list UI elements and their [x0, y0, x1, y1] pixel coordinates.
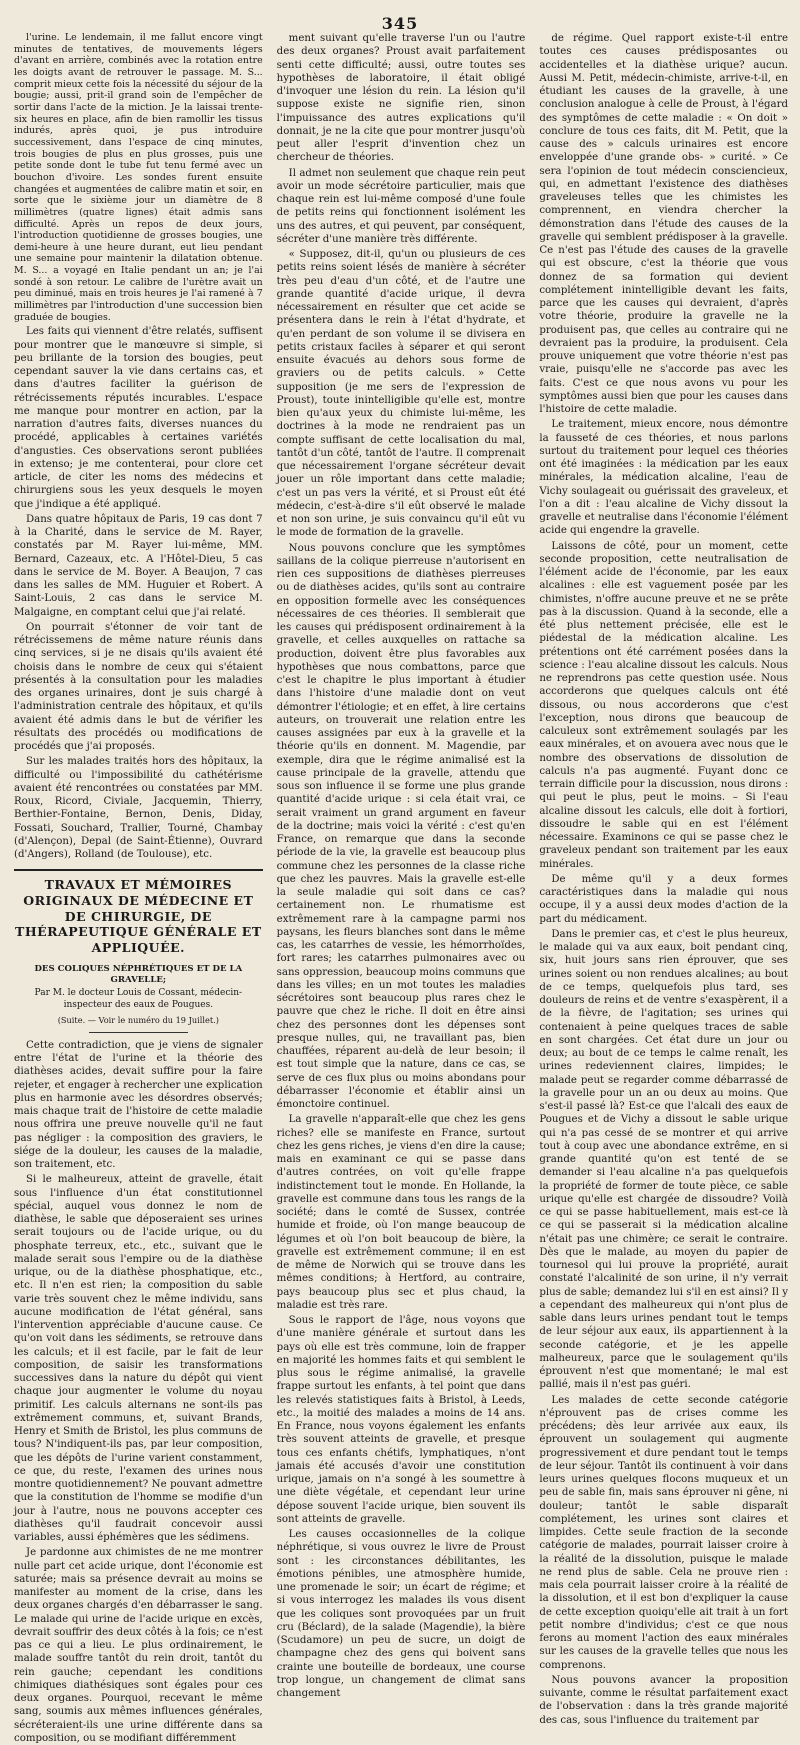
paragraph: Dans le premier cas, et c'est le plus heureux, le malade qui va aux eaux, boit pendant cinq, six, huit jours sans rien éprouver, que ses urines soient ou non rendues alcalines; au bout de ce temps, quelquefois plus tard, ses douleurs de reins et de ventre s'exaspèrent, il a de la fièvre, de l'agitation; ses urines qui contenaient à peine quelques traces de sable en sont chargées. Cet état dure un jour ou deux; au bout de ce temps le calme renaît, les urines redeviennent claires, limpides; le malade peut se regarder comme débarrassé de la gravelle pour un an ou deux au moins. Que s'est-il passé là? Est-ce que l'alcali des eaux de Pougues et de Vichy a dissout le sable urique qui n'a pas cessé de se montrer et qui arrive tout à coup avec une abondance extrême, en si grande quantité qu'on est tenté de se demander si l'eau alcaline n'a pas quelquefois la propriété de former de toute pièce, ce sable urique qu'elle est chargée de dissoudre? Voilà ce qui se passe habituellement, mais est-ce là ce qui se passerait si la médication alcaline n'était pas une chimère; ce serait le contraire. Dès que le malade, au moyen du papier de tournesol qui lui prouve la propriété, aurait constaté l'alcalinité de son urine, il n'y verrait plus de sable; demandez lui s'il en est ainsi? Il y a cependant des malheureux qui n'ont plus de sable dans leurs urines pendant tout le temps de leur séjour aux eaux, ils appartiennent à la seconde catégorie, et je les appelle malheureux, parce que le soulagement qu'ils éprouvent n'est que momentané; le mal est pallié, mais il n'est pas guéri. [539, 928, 789, 1391]
paragraph: Laissons de côté, pour un moment, cette seconde proposition, cette neutralisation de l'élément acide de l'économie, par les eaux alcalines : elle est vaguement posée par les chimistes, n'offre aucune preuve et ne se prête pas à la discussion. Quand à la seconde, elle a été plus nettement précisée, elle est le piédestal de la médication alcaline. Les prétentions ont été carrément posées dans la science : l'eau alcaline dissout les calculs. Nous ne reprendrons pas cette question usée. Nous accorderons que quelques calculs ont été dissous, ou nous accorderons que c'est l'exception, nous dirons que beaucoup de calculeux sont extrêmement soulagés par les eaux minérales, et on avouera avec nous que le nombre des observations de dissolution de calculs n'a pas augmenté. Fuyant donc ce terrain difficile pour la discussion, nous dirons : qui peut le plus, peut le moins. – Si l'eau alcaline dissout les calculs, elle doit à fortiori, dissoudre le sable qui en est l'élément nécessaire. Examinons ce qui se passe chez le graveleux pendant son traitement par les eaux minérales. [539, 540, 789, 870]
section-header [14, 869, 263, 1033]
paragraph: Cette contradiction, que je viens de signaler entre l'état de l'urine et la théorie des diathèses acides, devait suffire pour la faire rejeter, et engager à rechercher une explication plus en harmonie avec les désordres observés; mais chaque trait de l'histoire de cette maladie nous offrira une preuve nouvelle qu'il ne faut pas négliger : la composition des graviers, le siége de la douleur, les causes de la maladie, son traitement, etc. [14, 1039, 263, 1171]
paragraph: Nous pouvons conclure que les symptômes saillans de la colique pierreuse n'autorisent en rien ces suppositions de diathèses pierreuses ou de diathèses acides, qu'ils sont au contraire en opposition formelle avec les conséquences nécessaires de ces théories. Il semblerait que les causes qui prédisposent ordinairement à la gravelle, et celles auxquelles on rattache sa production, doivent être plus favorables aux hypothèses que nous combattons, parce que c'est le chapitre le plus important à étudier dans l'histoire d'une maladie dont on veut démontrer l'étiologie; et en effet, à lire certains auteurs, on trouverait une relation entre les causes assignées par eux à la gravelle et la théorie qu'ils en donnent. M. Magendie, par exemple, dira que le régime animalisé est la cause principale de la gravelle, attendu que sous son influence il se forme une plus grande quantité d'acide urique : si cela était vrai, ce serait vraiment un grand argument en faveur de la doctrine; mais voici la vérité : c'est qu'en France, on remarque que dans la seconde période de la vie, la gravelle est beaucoup plus commune chez les personnes de la classe riche que chez les pauvres. Mais la gravelle est-elle la seule maladie qui soit dans ce cas? certainement non. Le rhumatisme est extrêmement rare à la campagne parmi nos paysans, les fleurs blanches sont dans le même cas, les catarrhes de vessie, les hémorrhoïdes, fort rares; les catarrhes pulmonaires avec ou sans oppression, beaucoup moins communs que dans les villes; en un mot toutes les maladies sécrétoires sont beaucoup plus rares chez le pauvre que chez le riche. Il doit en être ainsi chez des personnes dont les dépenses sont presque nulles, qui, ne travaillant pas, bien chauffées, réparent au-delà de leur besoin; il est tout simple que la nature, dans ce cas, se serve de ces flux plus ou moins abondans pour débarrasser l'économie et établir ainsi un émonctoire continuel. [276, 542, 526, 1110]
column-3 [539, 32, 789, 1726]
paragraph: Les faits qui viennent d'être relatés, suffisent pour montrer que le manœuvre si simple, si peu brillante de la torsion des bougies, peut cependant sauver la vie dans certains cas, et dans d'autres faciliter la guérison de rétrécissements réputés incurables. L'espace me manque pour montrer en action, par la narration d'autres faits, diverses nuances du procédé, applicables à certaines variétés d'angusties. Ces observations seront publiées in extenso; je me contenterai, pour clore cet article, de citer les noms des médecins et chirurgiens sous les yeux desquels le moyen que j'indique a été appliqué. [14, 326, 263, 510]
divider [89, 1032, 188, 1033]
paragraph: Sur les malades traités hors des hôpitaux, la difficulté ou l'impossibilité du cathétérisme avaient été rencontrées ou constatées par MM. Roux, Ricord, Civiale, Jacquemin, Thierry, Berthier-Fontaine, Bernon, Denis, Diday, Fossati, Souchard, Trallier, Tourné, Chambay (d'Alençon), Depal (de Saint-Étienne), Ouvrard (d'Angers), Rolland (de Toulouse), etc. [14, 756, 263, 861]
paragraph: « Supposez, dit-il, qu'un ou plusieurs de ces petits reins soient lésés de manière à sécréter très peu d'eau d'un côté, et de l'autre une grande quantité d'acide urique, il devra nécessairement en résulter que cet acide se présentera dans le rein à l'état d'hydrate, et qu'en perdant de son volume il se divisera en petits cristaux faciles à séparer et qui seront ensuite évacués au dehors sous forme de graviers ou de petits calculs. » Cette supposition (je me sers de l'expression de Proust), toute inintelligible qu'elle est, montre bien qu'aux yeux du chimiste lui-même, les doctrines à la mode ne rendraient pas un compte suffisant de cette localisation du mal, tantôt d'un côté, tantôt de l'autre. Il comprenait que nécessairement l'organe sécréteur devait jouer un rôle important dans cette maladie; c'est un pas vers la vérité, et si Proust eût été médecin, c'est-à-dire s'il eût observé le malade et non son urine, je suis convaincu qu'il eût vu le mode de formation de la gravelle. [276, 249, 526, 539]
page-number: 345 [381, 14, 419, 33]
paragraph: Les causes occasionnelles de la colique néphrétique, si vous ouvrez le livre de Proust sont : les circonstances débilitantes, les émotions pénibles, une atmosphère humide, une promenade le soir; un écart de régime; et si vous interrogez les malades ils vous disent que les coliques sont provoquées par un fruit cru (Béclard), de la salade (Magendie), la bière (Scudamore) un peu de sucre, un doigt de champagne chez des gens qui boivent sans crainte une bouteille de bordeaux, une course trop longue, un changement de climat sans changement [276, 1529, 526, 1699]
paragraph: de régime. Quel rapport existe-t-il entre toutes ces causes prédisposantes ou accidentelles et la diathèse urique? aucun. Aussi M. Petit, médecin-chimiste, arrive-t-il, en étudiant les causes de la gravelle, à une conclusion analogue à celle de Proust, à l'égard des symptômes de cette maladie : « On doit » conclure de tous ces faits, dit M. Petit, que la cause des » calculs urinaires est encore enveloppée d'une grande obs- » curité. » Ce sera l'opinion de tout médecin consciencieux, qui, en admettant l'existence des diathèses graveleuses telles que les chimistes les comprennent, en viendra chercher la démonstration dans l'étude des causes de la gravelle qui semblent prédisposer à la gravelle. Ce n'est pas l'étude des causes de la gravelle qui est obscure, c'est la théorie que vous donnez de sa formation qui devient complétement inintelligible devant les faits, parce que les causes qui devraient, d'après votre théorie, produire la gravelle ne la produisent pas, que celles au contraire qui ne devraient pas la produire, la produisent. Cela prouve uniquement que votre théorie n'est pas vraie, puisqu'elle ne s'accorde pas avec les faits. C'est ce que nous avons vu pour les symptômes aussi bien que pour les causes dans l'histoire de cette maladie. [539, 33, 789, 415]
paragraph: Nous pouvons avancer la proposition suivante, comme le résultat parfaitement exact de l'observation : dans la très grande majorité des cas, sous l'influence du traitement par [539, 1674, 789, 1726]
column-2 [276, 32, 526, 1699]
paragraph: De même qu'il y a deux formes caractéristiques dans la maladie qui nous occupe, il y a aussi deux modes d'action de la part du médicament. [539, 873, 789, 925]
paragraph: Je pardonne aux chimistes de ne me montrer nulle part cet acide urique, dont l'économie est saturée; mais sa présence devrait au moins se manifester au moment de la crise, dans les deux organes chargés d'en débarrasser le sang. Le malade qui urine de l'acide urique en excès, devrait souffrir des deux côtés à la fois; ce n'est pas ce qui a lieu. Le plus ordinairement, le malade souffre tantôt du rein droit, tantôt du rein gauche; cependant les conditions chimiques diathésiques sont égales pour ces deux organes. Pourquoi, recevant le même sang, soumis aux mêmes influences générales, sécréteraient-ils une urine différente dans sa composition, ou se modifiant différemment [14, 1547, 263, 1744]
column-1-top [14, 32, 263, 323]
paragraph: La gravelle n'apparaît-elle que chez les gens riches? elle se manifeste en France, surtout chez les gens riches, je viens d'en dire la cause; mais en examinant ce qui se passe dans d'autres contrées, on voit qu'elle frappe indistinctement tout le monde. En Hollande, la gravelle est commune dans tous les rangs de la société; dans le comté de Sussex, contrée humide et froide, où l'on mange beaucoup de légumes et où l'on boit beaucoup de bière, la gravelle est extrêmement commune; il en est de même de Norwich qui se trouve dans les mêmes conditions; à Hertford, au contraire, pays beaucoup plus sec et plus chaud, la maladie est très rare. [276, 1114, 526, 1311]
paragraph: Si le malheureux, atteint de gravelle, était sous l'influence d'un état constitutionnel spécial, auquel vous donnez le nom de diathèse, le sable que déposeraient ses urines serait toujours ou de l'acide urique, ou du phosphate terreux, etc., etc., suivant que le malade serait sous l'empire ou de la diathèse urique, ou de la diathèse phosphatique, etc., etc. Il n'en est rien; la composition du sable varie très souvent chez le même individu, sans aucune modification de l'état général, sans l'intervention appréciable d'aucune cause. Ce qu'on voit dans les sédiments, se retrouve dans les calculs; et il est facile, par le fait de leur composition, de saisir les transformations successives dans la nature du dépôt qui vient chaque jour augmenter le volume du noyau primitif. Les calculs alternans ne sont-ils pas extrêmement communs, et, suivant Brands, Henry et Smith de Bristol, les plus communs de tous? N'indiquent-ils pas, par leur composition, que les dépôts de l'urine varient constamment, ce que, du reste, l'examen des urines nous montre quotidiennement? Ne pouvant admettre que la constitution de l'homme se modifie d'un jour à l'autre, nous ne pouvons accepter ces diathèses qu'il faudrait concevoir aussi variables, aussi éphémères que les sédimens. [14, 1174, 263, 1544]
paragraph: Il admet non seulement que chaque rein peut avoir un mode sécrétoire particulier, mais que chaque rein est lui-même composé d'une foule de petits reins qui fonctionnent isolément les uns des autres, et qui peuvent, par conséquent, sécréter d'une manière très différente. [276, 167, 526, 245]
column-1 [14, 32, 263, 1744]
column-1-article [14, 1039, 263, 1745]
paragraph: Le traitement, mieux encore, nous démontre la fausseté de ces théories, et nous parlons surtout du traitement pour lequel ces théories ont été imaginées : la médication par les eaux minérales, la médication alcaline, l'eau de Vichy soulageait ou guérissait des graveleux, et l'on a dit : l'eau alcaline de Vichy dissout la gravelle et neutralise dans l'économie l'élément acide qui engendre la gravelle. [539, 419, 789, 537]
column-1-body [14, 325, 263, 861]
paragraph: l'urine. Le lendemain, il me fallut encore vingt minutes de tentatives, de mouvements légers d'avant en arrière, combinés avec la rotation entre les doigts avant de retrouver le passage. M. S... comprit mieux cette fois la nécessité du séjour de la bougie; aussi, prit-il grand soin de l'empêcher de sortir dans l'acte de la miction. Je la laissai trente-six heures en place, afin de bien ramollir les tissus indurés, après quoi, je pus introduire successivement, dans l'espace de cinq minutes, trois bougies de plus en plus grosses, puis une petite sonde dont le tube fut tenu fermé avec un bouchon d'ivoire. Les sondes furent ensuite changées et augmentées de calibre matin et soir, en sorte que le sixième jour un diamètre de 8 millimètres (quatre lignes) était admis sans difficulté. Après un repos de deux jours, l'introduction quotidienne de grosses bougies, une demi-heure à une heure durant, eut lieu pendant une semaine pour maintenir la dilatation obtenue. M. S... a voyagé en Italie pendant un an; je l'ai sondé à son retour. Le calibre de l'urètre avait un peu diminué, mais en trois heures je l'ai ramené à 7 millimètres par l'introduction d'une succession bien graduée de bougies. [14, 32, 263, 323]
paragraph: ment suivant qu'elle traverse l'un ou l'autre des deux organes? Proust avait parfaitement senti cette difficulté; aussi, outre toutes ses hypothèses de laboratoire, il était obligé d'invoquer une lésion du rein. La lésion qu'il suppose existe ne signifie rien, sinon l'impuissance des autres explications qu'il donnait, je ne la cite que pour montrer jusqu'où peut aller l'esprit d'invention chez un chercheur de théories. [276, 33, 526, 164]
paragraph: Sous le rapport de l'âge, nous voyons que d'une manière générale et surtout dans les pays où elle est très commune, loin de frapper en majorité les hommes faits et qui semblent le plus sous le régime animalisé, la gravelle frappe surtout les enfants, à tel point que dans les relevés statistiques faits à Bristol, à Leeds, etc., la moitié des malades a moins de 14 ans. En France, nous voyons également les enfants très souvent atteints de gravelle, et presque tous ces enfants chétifs, lymphatiques, n'ont jamais été accusés d'avoir une constitution urique, jamais on n'a songé à les soumettre à une diète végétale, et cependant leur urine dépose souvent l'acide urique, bien souvent ils sont atteints de gravelle. [276, 1315, 526, 1525]
section-title: TRAVAUX ET MÉMOIRES ORIGINAUX DE MÉDECINE ET DE CHIRURGIE, DE THÉRAPEUTIQUE GÉNÉRALE ET APPLIQUÉE. [15, 877, 262, 955]
article-suite: (Suite. — Voir le numéro du 19 Juillet.) [57, 1015, 219, 1026]
article-title: DES COLIQUES NÉPHRÉTIQUES ET DE LA GRAVELLE; [34, 963, 243, 985]
paragraph: On pourrait s'étonner de voir tant de rétrécissemens de même nature réunis dans cinq services, si je ne disais qu'ils avaient été choisis dans le nombre de ceux qui s'étaient présentés à la consultation pour les maladies des organes urinaires, dont je suis chargé à l'administration centrale des hôpitaux, et qu'ils avaient été admis dans le but de vérifier les résultats des procédés ou modifications de procédés que j'ai proposés. [14, 621, 263, 753]
article-columns [14, 32, 789, 1744]
paragraph: Les malades de cette seconde catégorie n'éprouvent pas de crises comme les précédens; dès leur arrivée aux eaux, ils éprouvent un soulagement qui augmente progressivement et dure pendant tout le temps de leur séjour. Tantôt ils continuent à voir dans leurs urines quelques flocons muqueux et un peu de sable fin, mais sans éprouver ni gêne, ni douleur; tantôt le sable disparaît complétement, les urines sont claires et limpides. Cette seule fraction de la seconde catégorie de malades, pourrait laisser croire à la réalité de la dissolution, puisque le malade ne rend plus de sable. Cela ne prouve rien : mais cela pourrait laisser croire à la réalité de la dissolution, et il est bon d'expliquer la cause de cette exception quoiqu'elle ait trait à un fort petit nombre d'individus; c'est ce que nous ferons au moment l'action des eaux minérales sur les causes de la gravelle telles que nous les comprenons. [539, 1394, 789, 1671]
paragraph: Dans quatre hôpitaux de Paris, 19 cas dont 7 à la Charité, dans le service de M. Rayer, constatés par M. Rayer lui-même, MM. Bernard, Cazeaux, etc. A l'Hôtel-Dieu, 5 cas dans le service de M. Boyer. A Beaujon, 7 cas dans les salles de MM. Huguier et Robert. A Saint-Louis, 2 cas dans le service M. Malgaigne, en comptant celui que j'ai relaté. [14, 513, 263, 618]
article-author: Par M. le docteur Louis de Cossant, médecin-inspecteur des eaux de Pougues. [34, 987, 243, 1010]
